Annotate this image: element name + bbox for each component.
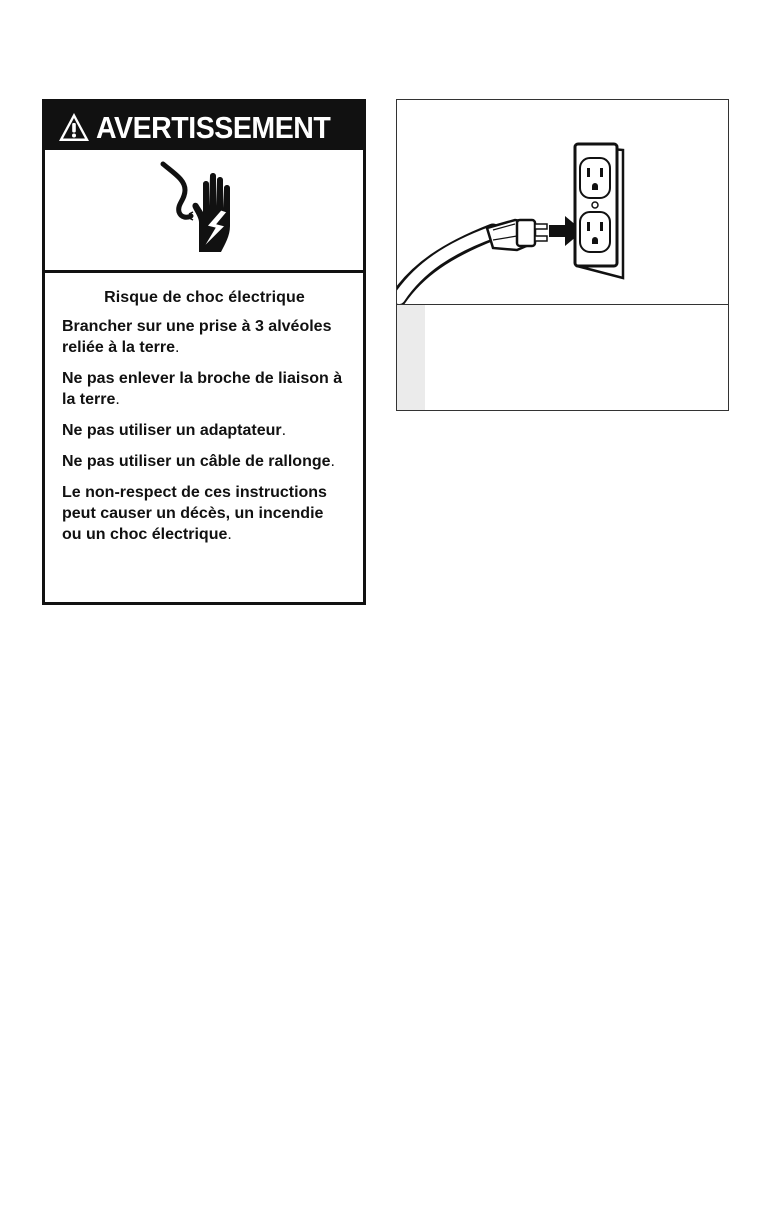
- instruction-text: Ne pas enlever la broche de liaison à la terre: [62, 370, 343, 408]
- caption-strip: [397, 305, 425, 410]
- warning-instruction: [62, 368, 347, 410]
- instruction-text: Le non-respect de ces instructions peut causer un décès, un incendie ou un choc électrique: [62, 484, 327, 543]
- warning-triangle-icon: [58, 111, 90, 143]
- instruction-text: Ne pas utiliser un câble de rallonge: [62, 453, 331, 470]
- instruction-end: .: [174, 339, 180, 356]
- instruction-end: .: [115, 391, 120, 408]
- instruction-text: Ne pas utiliser un adaptateur: [62, 422, 282, 439]
- warning-box: [42, 99, 366, 605]
- warning-title: AVERTISSEMENT: [95, 109, 330, 145]
- plug-outlet-illustration: [397, 100, 728, 305]
- warning-subtitle: Risque de choc électrique: [104, 289, 305, 306]
- instruction-end: .: [330, 453, 335, 470]
- warning-instruction: [62, 316, 347, 358]
- warning-instruction: [62, 420, 347, 441]
- warning-instruction: [62, 451, 347, 472]
- illustration-box: [396, 99, 729, 411]
- warning-consequence: [62, 482, 347, 545]
- hazard-symbol-area: [45, 150, 363, 273]
- warning-body: [45, 273, 363, 545]
- instruction-text: Brancher sur une prise à 3 alvéoles reliée à la terre: [62, 318, 332, 356]
- instruction-end: .: [281, 422, 287, 439]
- warning-header: [45, 102, 363, 150]
- electric-shock-hand-icon: [155, 160, 255, 260]
- instruction-end: .: [227, 526, 232, 543]
